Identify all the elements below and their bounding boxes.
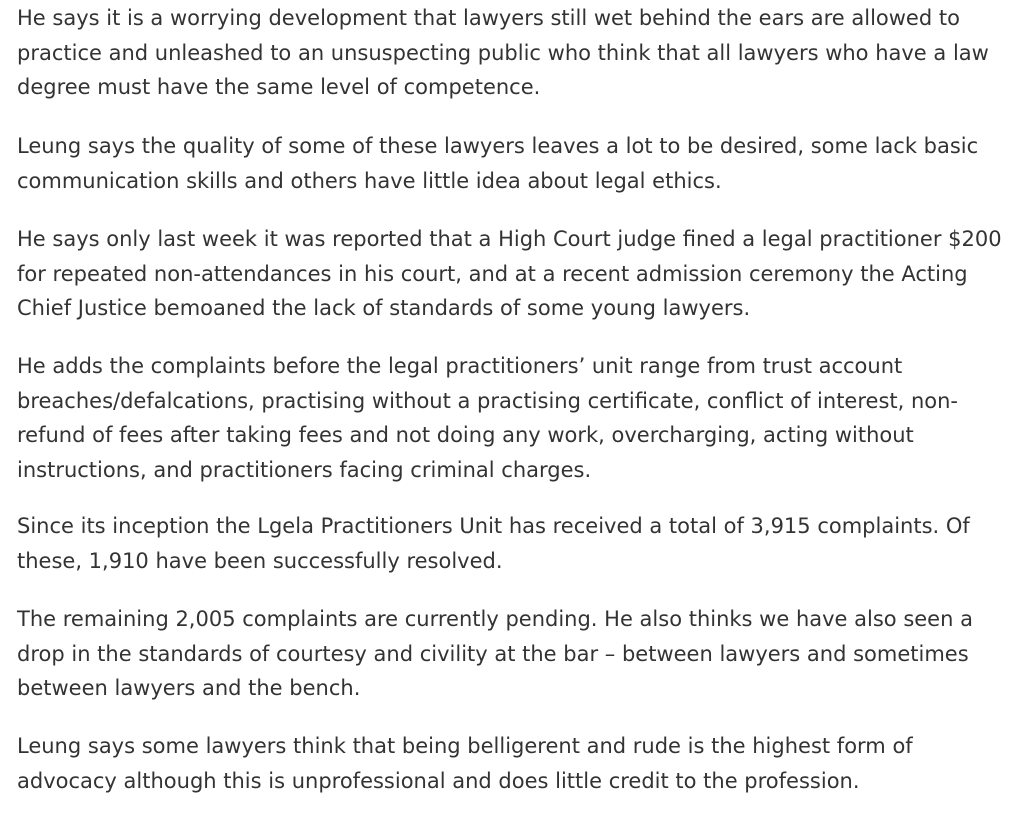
paragraph-6: [17, 602, 973, 706]
text-line: Leung says the quality of some of these lawyers leaves a lot to be desired, some lack basic: [17, 134, 979, 158]
text-line: these, 1,910 have been successfully resolved.: [17, 548, 503, 573]
text-line: refund of fees after taking fees and not doing any work, overcharging, acting without: [17, 423, 914, 447]
paragraph-1: [17, 1, 989, 105]
paragraph-5: [17, 509, 970, 578]
text-line: advocacy although this is unprofessional and does little credit to the profession.: [17, 768, 860, 793]
paragraph-3: [17, 222, 1002, 326]
text-line: drop in the standards of courtesy and civility at the bar – between lawyers and sometimes: [17, 641, 969, 666]
text-line: degree must have the same level of competence.: [17, 75, 541, 99]
text-line: instructions, and practitioners facing criminal charges.: [17, 457, 592, 482]
paragraph-7: [17, 729, 913, 798]
text-line: The remaining 2,005 complaints are currently pending. He also thinks we have also seen a: [17, 607, 973, 631]
text-line: He adds the complaints before the legal practitioners’ unit range from trust account: [17, 354, 903, 378]
text-line: communication skills and others have little idea about legal ethics.: [17, 168, 722, 193]
text-line: Since its inception the Lgela Practitioners Unit has received a total of 3,915 complaints. Of: [17, 514, 970, 538]
text-line: between lawyers and the bench.: [17, 676, 361, 700]
text-line: breaches/defalcations, practising without a practising certificate, conflict of interest, non-: [17, 388, 959, 413]
text-line: for repeated non-attendances in his court, and at a recent admission ceremony the Acting: [17, 261, 968, 286]
text-line: practice and unleashed to an unsuspecting public who think that all lawyers who have a law: [17, 40, 989, 65]
paragraph-4: [17, 349, 958, 487]
text-line: He says it is a worrying development that lawyers still wet behind the ears are allowed to: [17, 6, 960, 30]
text-line: Chief Justice bemoaned the lack of standards of some young lawyers.: [17, 296, 751, 320]
paragraph-2: [17, 129, 978, 198]
text-line: He says only last week it was reported that a High Court judge fined a legal practitioner $200: [17, 227, 1002, 251]
text-line: Leung says some lawyers think that being belligerent and rude is the highest form of: [17, 734, 913, 758]
